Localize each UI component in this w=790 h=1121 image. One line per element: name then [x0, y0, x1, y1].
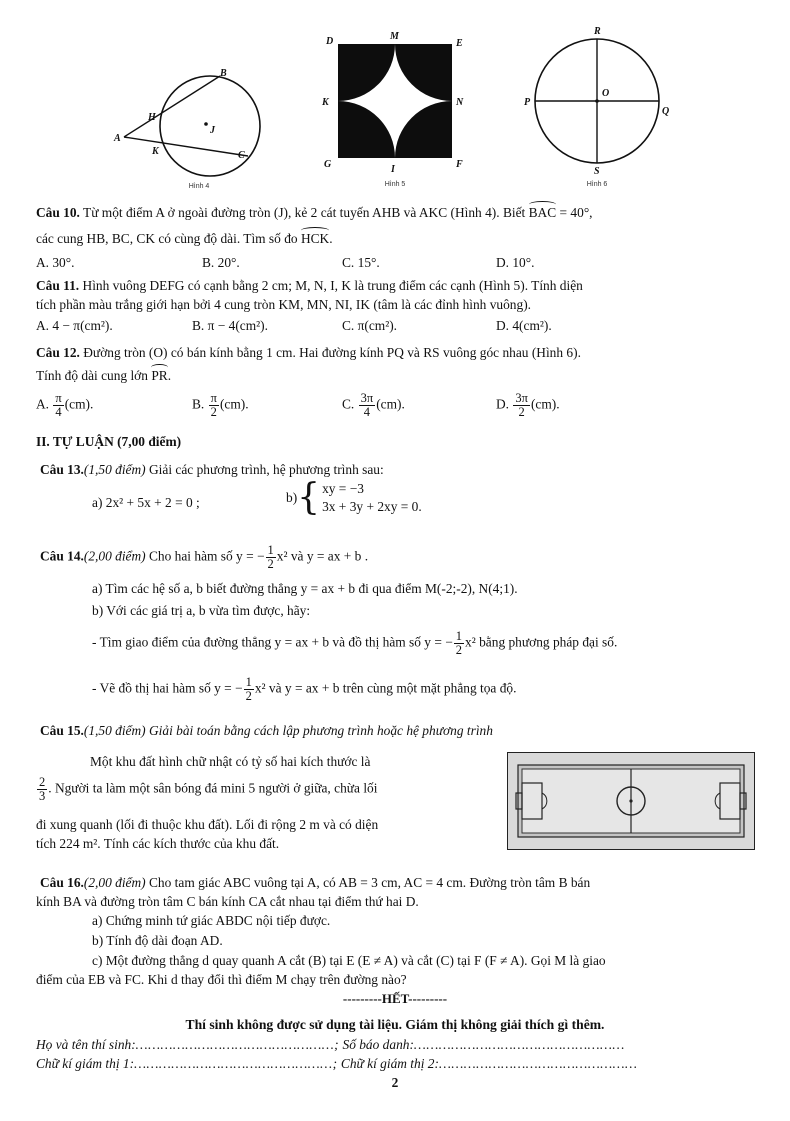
question-13 — [40, 461, 758, 479]
question-14 — [40, 544, 758, 571]
q12-label: Câu 12. — [36, 345, 80, 360]
q12-a-den: 4 — [55, 405, 62, 420]
q12-option-b-frac — [209, 392, 219, 419]
figure-4-diagram — [112, 58, 282, 183]
q12-option-a-letter: A. — [36, 396, 50, 412]
q16-part-c1: c) Một đường thẳng d quay quanh A cắt (B) tại E (E ≠ A) và cắt (C) tại F (F ≠ A). Gọi M là giao — [92, 953, 606, 968]
q13-part-a: a) 2x² + 5x + 2 = 0 ; — [92, 495, 200, 510]
q11-option-c: C. π(cm²). — [342, 318, 398, 333]
fig4-point-h: H — [148, 112, 156, 123]
q13-eq2: 3x + 3y + 2xy = 0. — [322, 499, 422, 515]
q12-line1: Đường tròn (O) có bán kính bằng 1 cm. Hai đường kính PQ và RS vuông góc nhau (Hình 6). — [83, 345, 581, 360]
q12-d-den: 2 — [518, 405, 525, 420]
q11-option-b: B. π − 4(cm²). — [192, 318, 268, 333]
q16-line2: kính BA và đường tròn tâm C bán kính CA cắt nhau tại điểm thứ hai D. — [36, 894, 419, 909]
q16-part-c2: điểm của EB và FC. Khi d thay đổi thì điểm M chạy trên đường nào? — [36, 972, 407, 987]
fig5-point-i: I — [391, 164, 395, 175]
q13-brace: { — [297, 477, 321, 519]
figure-6-caption: Hình 6 — [586, 181, 608, 188]
q10-line2: các cung HB, BC, CK có cùng độ dài. Tìm số đo — [36, 231, 298, 246]
q13-eq1: xy = −3 — [322, 481, 364, 496]
q10-option-b: B. 20°. — [202, 255, 240, 270]
q12-line2-row — [36, 367, 754, 385]
q14-c2-frac — [244, 676, 254, 703]
q10-options — [36, 254, 754, 272]
q12-options — [36, 392, 754, 426]
fig5-point-f: F — [456, 159, 463, 170]
section-2-heading: II. TỰ LUẬN (7,00 điểm) — [36, 434, 182, 449]
q16-part-a: a) Chứng minh tứ giác ABDC nội tiếp được. — [92, 913, 331, 928]
football-field-diagram — [508, 753, 754, 849]
fig6-point-r: R — [594, 26, 601, 37]
q12-arc: PR — [151, 368, 168, 383]
q14-c2-num: 1 — [245, 675, 252, 689]
q14-c1-text: - Tìm giao điểm của đường thẳng y = ax + b và đồ thị hàm số y = − — [92, 634, 453, 650]
q12-option-c — [342, 392, 405, 419]
figure-6 — [524, 24, 674, 188]
candidate-number-blank: …………………………………………… — [413, 1037, 625, 1052]
q14-text2: x² và y = ax + b . — [276, 548, 369, 564]
candidate-name-blank: …………………………………………; — [135, 1037, 340, 1052]
fig6-point-q: Q — [662, 106, 670, 117]
q15-frac-num: 2 — [39, 775, 46, 789]
fig5-point-m: M — [390, 31, 399, 42]
fig6-point-o: O — [602, 88, 610, 99]
question-12 — [36, 344, 754, 362]
q15-line3: đi xung quanh (lối đi thuộc khu đất). Lối đi rộng 2 m và có diện — [36, 817, 379, 832]
q10-line1: Từ một điểm A ở ngoài đường tròn (J), kẻ 2 cát tuyến AHB và AKC (Hình 4). Biết — [83, 205, 526, 220]
candidate-name-label: Họ và tên thí sinh: — [36, 1037, 136, 1052]
figure-6-diagram — [524, 24, 674, 184]
fig6-point-p: P — [524, 97, 531, 108]
candidate-number-label: Số báo danh: — [342, 1037, 414, 1052]
q12-line2-end: . — [167, 368, 172, 383]
q13-system — [286, 477, 422, 519]
q14-part-c1 — [92, 630, 617, 657]
question-11 — [36, 277, 754, 295]
q13-system-lines — [322, 480, 422, 516]
q11-label: Câu 11. — [36, 278, 80, 293]
q12-option-d-frac — [513, 392, 530, 419]
q10-option-d: D. 10°. — [496, 255, 535, 270]
q14-c2-text: - Vẽ đồ thị hai hàm số y = − — [92, 680, 243, 696]
q15-label: Câu 15. — [40, 723, 84, 738]
q12-option-d-letter: D. — [496, 396, 510, 412]
q10-given-value: = 40°, — [559, 205, 593, 220]
q14-part-c2 — [92, 676, 516, 703]
q16-label: Câu 16. — [40, 875, 84, 890]
fig4-point-c: C — [238, 150, 245, 161]
q14-c1-frac — [454, 630, 464, 657]
q10-given-arc: BAC — [528, 205, 557, 220]
q15-frac-den: 3 — [39, 789, 46, 804]
q15-line4: tích 224 m². Tính các kích thước của khu đất. — [36, 836, 280, 851]
fig4-point-b: B — [220, 68, 227, 79]
q15-line1: Một khu đất hình chữ nhật có tỷ số hai kích thước là — [90, 754, 371, 769]
q14-c1-end: x² bằng phương pháp đại số. — [465, 634, 618, 650]
q12-c-den: 4 — [363, 405, 371, 420]
q14-frac-den: 2 — [267, 557, 274, 572]
q14-c1-num: 1 — [455, 629, 463, 643]
question-16 — [40, 874, 758, 892]
fig4-point-j: J — [210, 125, 215, 136]
q12-a-unit: (cm). — [64, 396, 94, 412]
q12-option-c-letter: C. — [342, 396, 355, 412]
q11-option-d: D. 4(cm²). — [496, 318, 552, 333]
q15-points: (1,50 điểm) — [83, 723, 146, 738]
q14-frac-num: 1 — [267, 543, 274, 557]
q13-points: (1,50 điểm) — [83, 462, 146, 477]
q10-line2-end: . — [329, 231, 333, 246]
figure-4-caption: Hình 4 — [188, 183, 210, 190]
q14-label: Câu 14. — [40, 548, 84, 564]
q12-b-num: π — [210, 391, 217, 405]
figure-5 — [318, 30, 468, 188]
q14-part-b: b) Với các giá trị a, b vừa tìm được, hãy: — [92, 603, 311, 618]
q16-part-b: b) Tính độ dài đoạn AD. — [92, 933, 223, 948]
q13-part-b-label: b) — [286, 490, 298, 506]
q14-part-a: a) Tìm các hệ số a, b biết đường thẳng y = ax + b đi qua điểm M(-2;-2), N(4;1). — [92, 581, 518, 596]
football-field-figure — [507, 752, 755, 850]
q12-option-b — [192, 392, 249, 419]
q14-c2-den: 2 — [245, 689, 252, 704]
q12-d-unit: (cm). — [530, 396, 560, 412]
end-mark: ---------HẾT--------- — [342, 991, 448, 1006]
q14-c1-den: 2 — [455, 643, 463, 658]
q11-line2: tích phần màu trắng giới hạn bởi 4 cung tròn KM, MN, NI, IK (tâm là các đỉnh hình vuông). — [36, 297, 532, 312]
footer-note: Thí sinh không được sử dụng tài liệu. Giám thị không giải thích gì thêm. — [185, 1017, 605, 1032]
fig4-point-k: K — [152, 146, 159, 157]
fig5-point-k: K — [322, 97, 329, 108]
q12-c-unit: (cm). — [376, 396, 405, 412]
figure-4 — [112, 58, 282, 190]
q12-option-a-frac — [53, 392, 63, 419]
fig5-point-e: E — [456, 38, 463, 49]
q11-line1: Hình vuông DEFG có cạnh bằng 2 cm; M, N, I, K là trung điểm các cạnh (Hình 5). Tính diện — [82, 278, 583, 293]
q14-c2-end: x² và y = ax + b trên cùng một mặt phẳng tọa độ. — [254, 680, 517, 696]
q14-points: (2,00 điểm) — [83, 548, 146, 564]
q12-option-d — [496, 392, 560, 419]
q13-text: Giải các phương trình, hệ phương trình sau: — [149, 462, 384, 477]
figure-5-caption: Hình 5 — [384, 181, 406, 188]
q12-line2: Tính độ dài cung lớn — [36, 368, 148, 383]
invigilator-1-blank: …………………………………………; — [134, 1056, 338, 1071]
q12-option-a — [36, 392, 93, 419]
q10-label: Câu 10. — [36, 205, 80, 220]
invigilator-2-label: Chữ kí giám thị 2: — [340, 1056, 439, 1071]
fig5-point-g: G — [324, 159, 332, 170]
figure-5-diagram — [318, 30, 468, 180]
fig5-point-d: D — [326, 36, 334, 47]
q16-points: (2,00 điểm) — [83, 875, 146, 890]
question-10 — [36, 204, 754, 222]
page-number: 2 — [391, 1075, 399, 1090]
footer-line-1 — [36, 1036, 754, 1054]
q10-find-arc: HCK — [300, 231, 330, 246]
q13-label: Câu 13. — [40, 462, 84, 477]
q12-b-den: 2 — [210, 405, 217, 420]
q14-text1: Cho hai hàm số y = − — [149, 548, 265, 564]
fig4-point-a: A — [114, 133, 121, 144]
q12-option-b-letter: B. — [192, 396, 205, 412]
q15-frac — [37, 776, 47, 803]
q16-line1: Cho tam giác ABC vuông tại A, có AB = 3 cm, AC = 4 cm. Đường tròn tâm B bán — [149, 875, 591, 890]
fig5-point-n: N — [456, 97, 464, 108]
q10-option-a: A. 30°. — [36, 255, 75, 270]
q10-option-c: C. 15°. — [342, 255, 380, 270]
q12-option-c-frac — [359, 392, 376, 419]
q13-part-b — [286, 477, 422, 519]
footer-line-2 — [36, 1055, 754, 1073]
fig6-point-s: S — [594, 166, 600, 177]
q15-line2-row — [36, 776, 377, 803]
q10-line2-row — [36, 230, 754, 248]
question-15 — [40, 722, 758, 740]
invigilator-1-label: Chữ kí giám thị 1: — [36, 1056, 135, 1071]
q15-title: Giải bài toán bằng cách lập phương trình hoặc hệ phương trình — [149, 723, 493, 738]
q15-line2: . Người ta làm một sân bóng đá mini 5 người ở giữa, chừa lối — [48, 780, 378, 796]
invigilator-2-blank: ………………………………………… — [438, 1056, 638, 1071]
q12-b-unit: (cm). — [219, 396, 249, 412]
q12-a-num: π — [55, 391, 62, 405]
q12-c-num: 3π — [360, 391, 374, 405]
q11-option-a: A. 4 − π(cm²). — [36, 318, 113, 333]
q11-options — [36, 317, 754, 335]
q12-d-num: 3π — [515, 391, 528, 405]
q14-frac — [266, 544, 276, 571]
